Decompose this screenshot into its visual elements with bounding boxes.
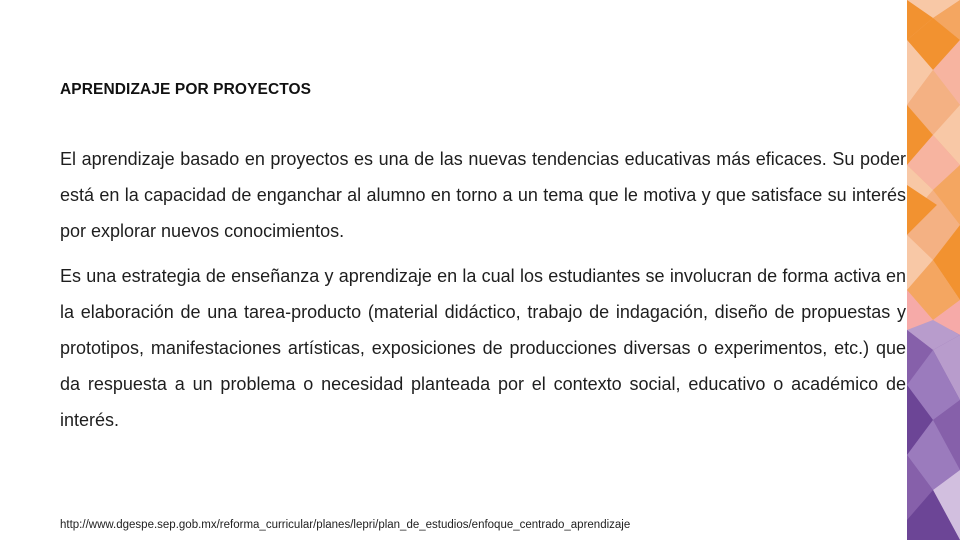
paragraph-2: Es una estrategia de enseñanza y aprendizaje en la cual los estudiantes se involucran de forma activa en la elaboración de una tarea-producto (material didáctico, trabajo de indagación, diseño de propuestas y prototipos, manifestaciones artísticas, exposiciones de producciones diversas o experimentos, etc.) que da respuesta a un problema o necesidad planteada por el contexto social, educativo o académico de interés. — [60, 266, 906, 430]
slide-title: APRENDIZAJE POR PROYECTOS — [60, 81, 312, 98]
decorative-triangle-strip — [907, 0, 960, 540]
slide-body — [60, 141, 906, 447]
source-url: http://www.dgespe.sep.gob.mx/reforma_curricular/planes/lepri/plan_de_estudios/enfoque_centrado_aprendizaje — [60, 519, 631, 531]
paragraph-1: El aprendizaje basado en proyectos es una de las nuevas tendencias educativas más eficaces. Su poder está en la capacidad de enganchar al alumno en torno a un tema que le motiva y que satisface su interés por explorar nuevos conocimientos. — [60, 149, 906, 241]
